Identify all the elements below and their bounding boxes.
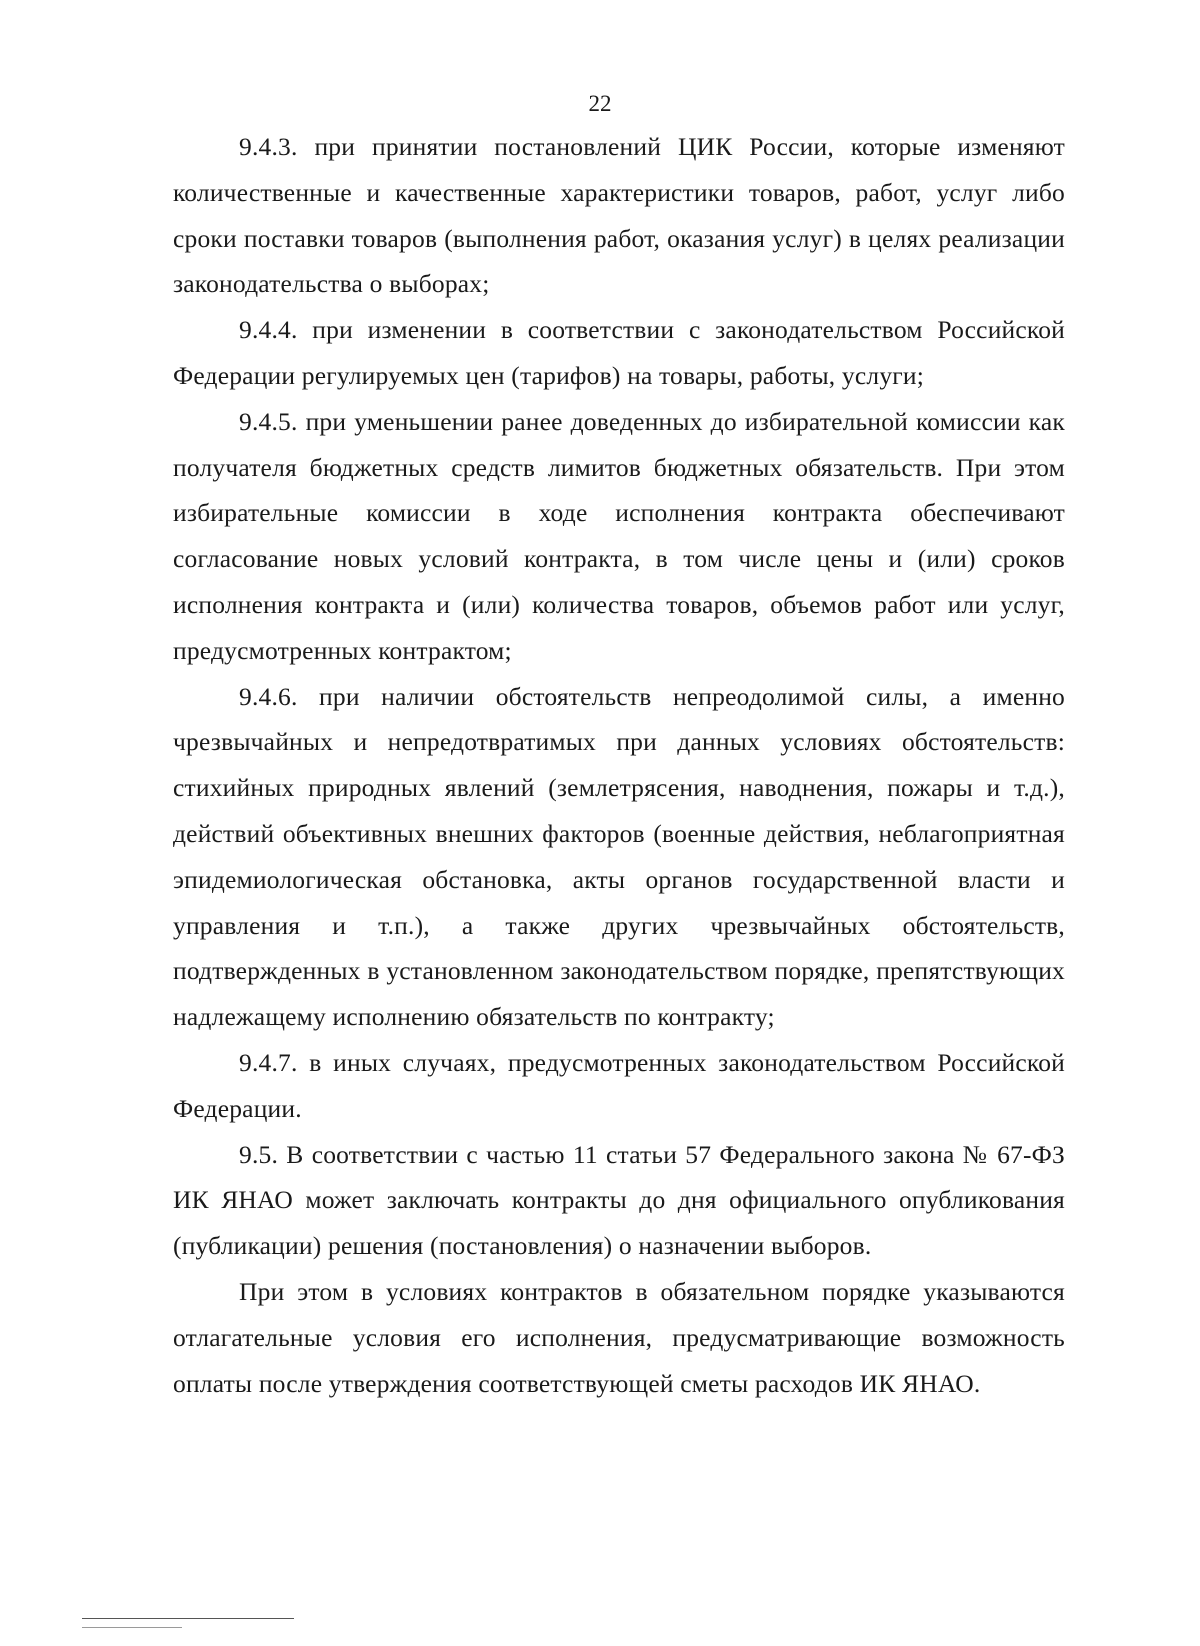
- footnote-separator: [82, 1618, 294, 1619]
- footnote-separator-faint: [82, 1627, 182, 1628]
- paragraph-9-5: 9.5. В соответствии с частью 11 статьи 57 Федерального закона № 67-ФЗ ИК ЯНАО может заключать контракты до дня официального опубликования (публикации) решения (постановления) о назначении выборов.: [173, 1139, 1065, 1261]
- paragraph-conditions: При этом в условиях контрактов в обязательном порядке указываются отлагательные условия его исполнения, предусматривающие возможность оплаты после утверждения соответствующей сметы расходов ИК ЯНАО.: [173, 1276, 1065, 1398]
- paragraph-9-4-6: 9.4.6. при наличии обстоятельств непреодолимой силы, а именно чрезвычайных и непредотвратимых при данных условиях обстоятельств: стихийных природных явлений (землетрясения, наводнения, пожары и т.д.), действий объективных внешних факторов (военные действия, неблагоприятная эпидемиологическая обстановка, акты органов государственной власти и управления и т.п.), а также других чрезвычайных обстоятельств, подтвержденных в установленном законодательством порядке, препятствующих надлежащему исполнению обязательств по контракту;: [173, 681, 1065, 1032]
- paragraph-9-4-4: 9.4.4. при изменении в соответствии с законодательством Российской Федерации регулируемых цен (тарифов) на товары, работы, услуги;: [173, 315, 1065, 390]
- paragraph-9-4-7: 9.4.7. в иных случаях, предусмотренных законодательством Российской Федерации.: [173, 1047, 1065, 1123]
- paragraph-9-4-3: 9.4.3. при принятии постановлений ЦИК России, которые изменяют количественные и качественные характеристики товаров, работ, услуг либо сроки поставки товаров (выполнения работ, оказания услуг) в целях реализации законодательства о выборах;: [173, 132, 1065, 299]
- page-number: 22: [588, 91, 612, 116]
- document-body: [173, 124, 1065, 1406]
- paragraph-9-4-5: 9.4.5. при уменьшении ранее доведенных до избирательной комиссии как получателя бюджетных средств лимитов бюджетных обязательств. При этом избирательные комиссии в ходе исполнения контракта обеспечивают согласование новых условий контракта, в том числе цены и (или) сроков исполнения контракта и (или) количества товаров, объемов работ или услуг, предусмотренных контрактом;: [173, 406, 1065, 665]
